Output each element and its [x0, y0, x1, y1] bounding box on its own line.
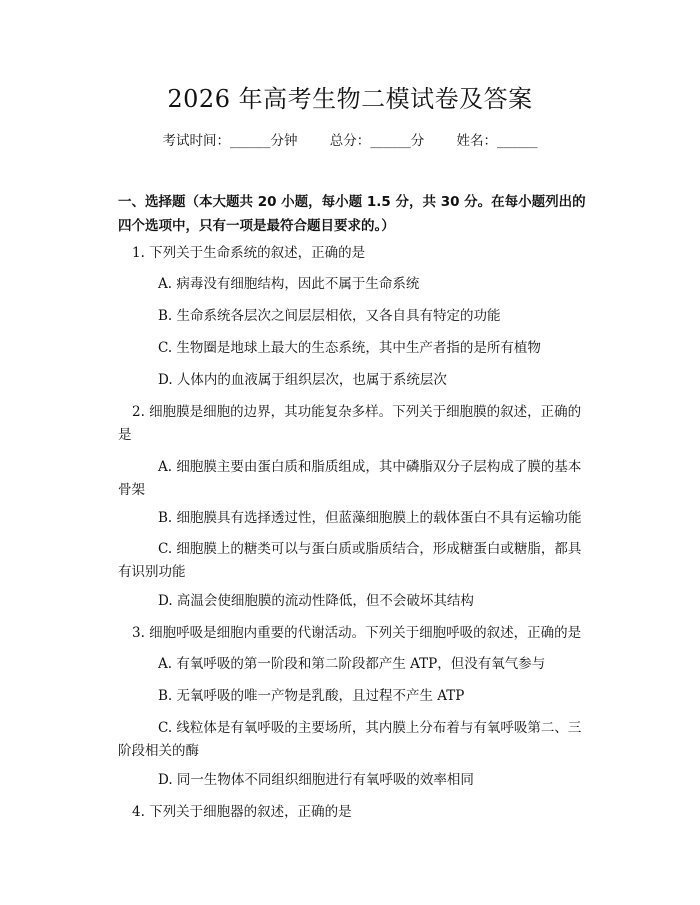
question-3-stem: 3. 细胞呼吸是细胞内重要的代谢活动。下列关于细胞呼吸的叙述，正确的是	[132, 625, 582, 641]
exam-name-field: 姓名：______	[456, 133, 538, 149]
question-4-stem: 4. 下列关于细胞器的叙述，正确的是	[132, 804, 352, 820]
question-2-stem: 2. 细胞膜是细胞的边界，其功能复杂多样。下列关于细胞膜的叙述，正确的是	[118, 404, 582, 443]
exam-total-score: 总分：______分	[329, 133, 425, 149]
question-1-option-c: C. 生物圈是地球上最大的生态系统，其中生产者指的是所有植物	[158, 340, 541, 356]
question-1-option-b: B. 生命系统各层次之间层层相依，又各自具有特定的功能	[158, 308, 501, 324]
question-3-option-c: C. 线粒体是有氧呼吸的主要场所，其内膜上分布着与有氧呼吸第二、三阶段相关的酶	[118, 720, 582, 759]
question-3-option-b: B. 无氧呼吸的唯一产物是乳酸，且过程不产生 ATP	[158, 688, 465, 704]
question-2-option-c: C. 细胞膜上的糖类可以与蛋白质或脂质结合，形成糖蛋白或糖脂，都具有识别功能	[118, 541, 582, 580]
question-2-option-d: D. 高温会使细胞膜的流动性降低，但不会破坏其结构	[158, 593, 474, 609]
question-2-option-a: A. 细胞膜主要由蛋白质和脂质组成，其中磷脂双分子层构成了膜的基本骨架	[118, 459, 582, 498]
section-heading: 一、选择题（本大题共 20 小题，每小题 1.5 分，共 30 分。在每小题列出的四个选项中，只有一项是最符合题目要求的。）	[118, 194, 586, 234]
question-1-option-d: D. 人体内的血液属于组织层次，也属于系统层次	[158, 372, 447, 388]
exam-time: 考试时间：______分钟	[162, 133, 298, 149]
page-title: 2026 年高考生物二模试卷及答案	[167, 85, 533, 113]
question-1-stem: 1. 下列关于生命系统的叙述，正确的是	[132, 245, 366, 261]
exam-meta	[0, 131, 700, 151]
question-1-option-a: A. 病毒没有细胞结构，因此不属于生命系统	[158, 276, 420, 292]
question-3-option-a: A. 有氧呼吸的第一阶段和第二阶段都产生 ATP，但没有氧气参与	[158, 656, 546, 672]
question-2-option-b: B. 细胞膜具有选择透过性，但蓝藻细胞膜上的载体蛋白不具有运输功能	[158, 510, 582, 526]
question-3-option-d: D. 同一生物体不同组织细胞进行有氧呼吸的效率相同	[158, 772, 474, 788]
